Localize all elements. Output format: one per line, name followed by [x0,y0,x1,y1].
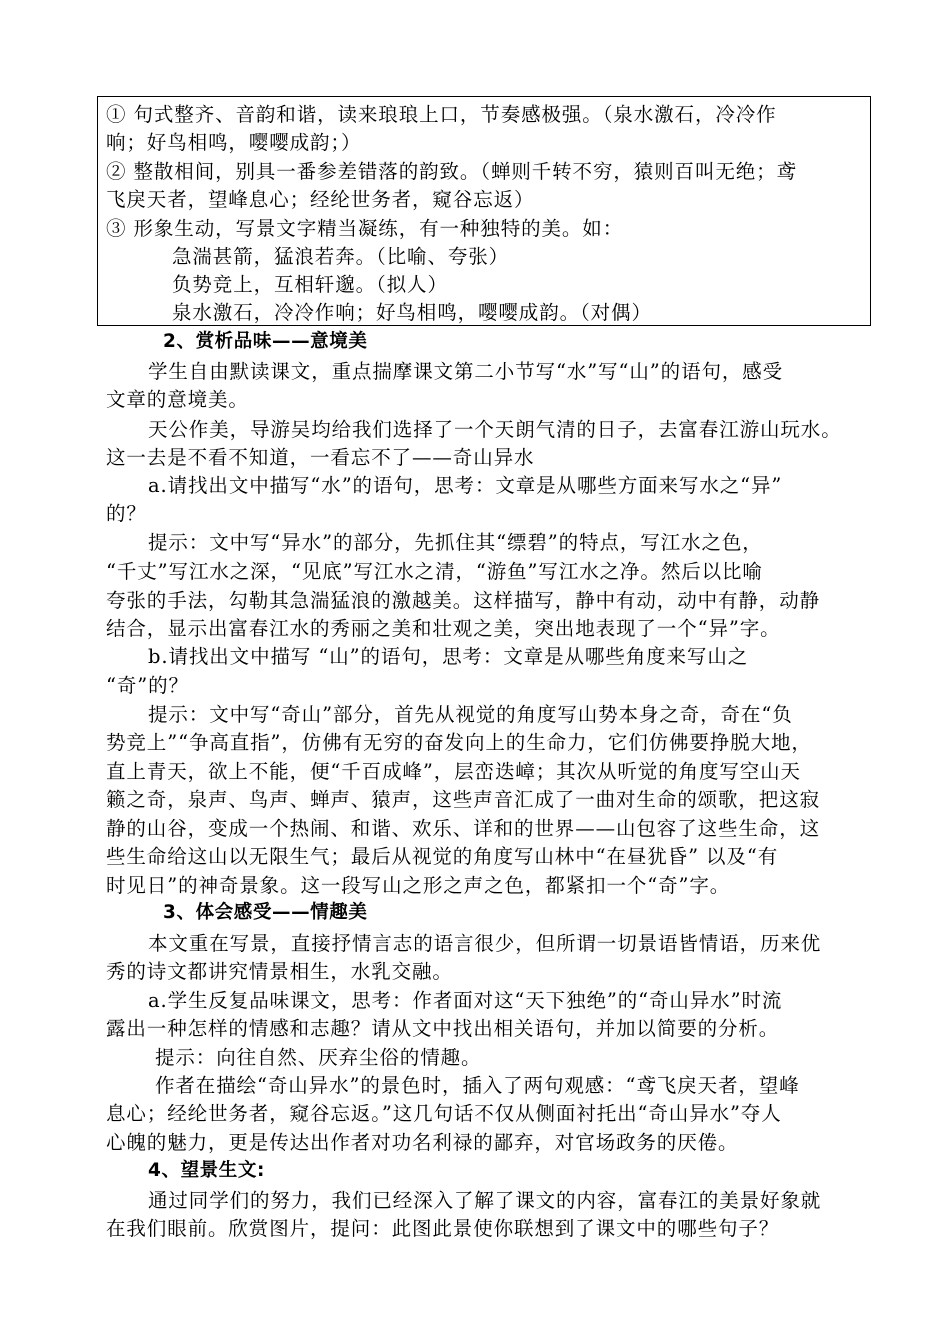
section2-qa-line2: 的？ [106,502,147,525]
section3-p2-line3: 心魄的魅力，更是传达出作者对功名利禄的鄙弃，对官场政务的厌倦。 [106,1131,739,1154]
box-item3-line1: ③ 形象生动，写景文字精当凝练，有一种独特的美。如： [106,217,624,240]
box-item1-line2: 响；好鸟相鸣，嘤嘤成韵；） [106,131,362,154]
section3-heading: 3、体会感受——情趣美 [163,902,368,923]
section2-qb-line1: b.请找出文中描写 “山”的语句，思考：文章是从哪些角度来写山之 [148,645,749,668]
section2-p2-line2: 这一去是不看不知道，一看忘不了——奇山异水 [106,446,535,469]
box-item2-line1: ② 整散相间，别具一番参差错落的韵致。（蝉则千转不穷，猿则百叫无绝；鸢 [106,160,797,183]
section2-hint-b-line5: 静的山谷，变成一个热闹、和谐、欢乐、详和的世界——山包容了这些生命，这 [106,817,821,840]
section2-hint-b-line3: 直上青天，欲上不能，便“千百成峰”，层峦迭嶂；其次从听觉的角度写空山天 [106,760,801,783]
section4-p1-line2: 在我们眼前。欣赏图片，提问：此图此景使你联想到了课文中的哪些句子？ [106,1217,780,1240]
section3-p1-line1: 本文重在写景，直接抒情言志的语言很少，但所谓一切景语皆情语，历来优 [148,932,822,955]
section3-p2-line2: 息心；经纶世务者，窥谷忘返。”这几句话不仅从侧面衬托出“奇山异水”夺人 [106,1102,782,1125]
section3-p2-line1: 作者在描绘“奇山异水”的景色时，插入了两句观感：“鸢飞戾天者，望峰 [155,1074,800,1097]
section2-qa-line1: a.请找出文中描写“水”的语句，思考：文章是从哪些方面来写水之“异” [148,474,783,497]
box-example1: 急湍甚箭，猛浪若奔。（比喻、夸张） [172,245,510,268]
section2-hint-b-line6: 些生命给这山以无限生气；最后从视觉的角度写山林中“在昼犹昏” 以及“有 [106,845,779,868]
section2-hint-a-line1: 提示：文中写“异水”的部分，先抓住其“缥碧”的特点，写江水之色， [148,531,763,554]
section4-heading: 4、望景生文: [148,1160,265,1181]
section2-p1-line2: 文章的意境美。 [106,388,249,411]
section3-hint: 提示：向往自然、厌弃尘俗的情趣。 [155,1046,482,1069]
section3-p1-line2: 秀的诗文都讲究情景相生，水乳交融。 [106,960,453,983]
section3-qa-line1: a.学生反复品味课文，思考：作者面对这“天下独绝”的“奇山异水”时流 [148,989,783,1012]
section2-heading: 2、赏析品味——意境美 [163,331,368,352]
section2-p2-line1: 天公作美，导游吴均给我们选择了一个天朗气清的日子，去富春江游山玩水。 [148,418,842,441]
section4-p1-line1: 通过同学们的努力，我们已经深入了解了课文的内容，富春江的美景好象就 [148,1189,822,1212]
section2-hint-a-line4: 结合，显示出富春江水的秀丽之美和壮观之美，突出地表现了一个“异”字。 [106,617,781,640]
box-item2-line2: 飞戾天者，望峰息心；经纶世务者，窥谷忘返） [106,188,535,211]
section2-hint-a-line2: “千丈”写江水之深，“见底”写江水之清，“游鱼”写江水之净。然后以比喻 [106,560,763,583]
box-example3: 泉水激石，冷冷作响；好鸟相鸣，嘤嘤成韵。（对偶） [172,301,652,324]
section2-hint-b-line2: 势竞上”“争高直指”，仿佛有无穷的奋发向上的生命力，它们仿佛要挣脱大地， [106,731,812,754]
section2-p1-line1: 学生自由默读课文，重点揣摩课文第二小节写“水”写“山”的语句，感受 [148,360,784,383]
section3-qa-line2: 露出一种怎样的情感和志趣？请从文中找出相关语句，并加以简要的分析。 [106,1017,780,1040]
section2-qb-line2: “奇”的？ [106,674,189,697]
section2-hint-a-line3: 夸张的手法，勾勒其急湍猛浪的激越美。这样描写，静中有动，动中有静，动静 [106,589,821,612]
box-example2: 负势竞上，互相轩邈。（拟人） [172,273,448,296]
box-item1-line1: ① 句式整齐、音韵和谐，读来琅琅上口，节奏感极强。（泉水激石，冷冷作 [106,103,777,126]
section2-hint-b-line7: 时见日”的神奇景象。这一段写山之形之声之色，都紧扣一个“奇”字。 [106,874,731,897]
section2-hint-b-line1: 提示：文中写“奇山”部分，首先从视觉的角度写山势本身之奇，奇在“负 [148,703,793,726]
section2-hint-b-line4: 籁之奇，泉声、鸟声、蝉声、猿声，这些声音汇成了一曲对生命的颂歌，把这寂 [106,788,821,811]
